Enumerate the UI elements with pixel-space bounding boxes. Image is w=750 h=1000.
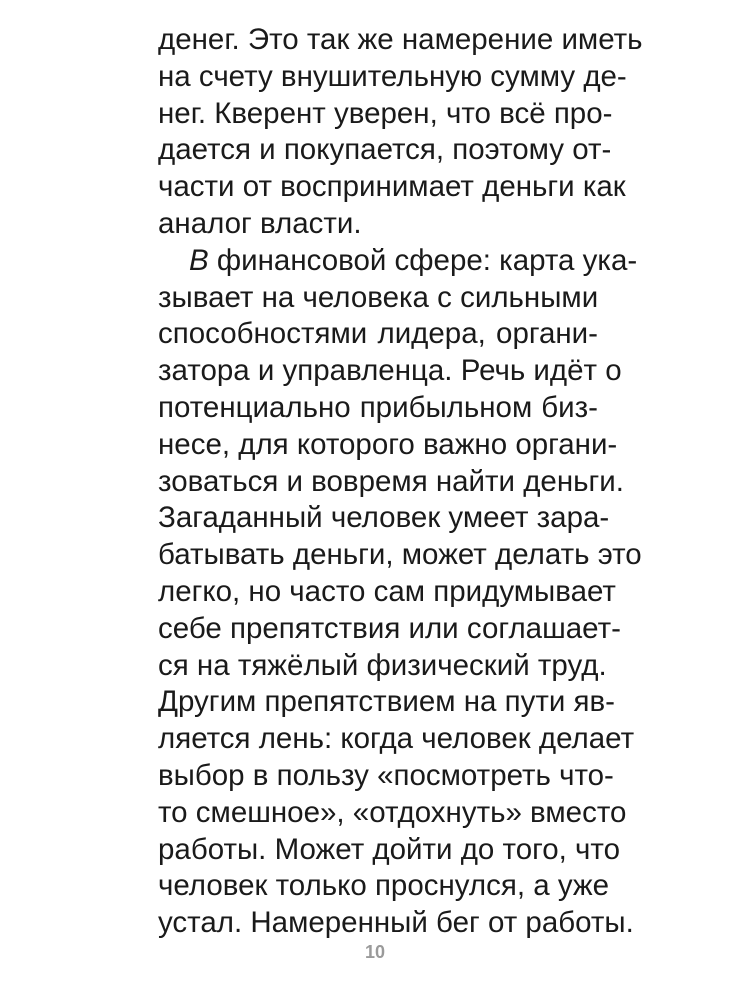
text-line: выбор в пользу «посмотреть что- [158, 758, 614, 792]
text-line: способностями лидера, органи- [158, 317, 598, 351]
text-line: нег. Кверент уверен, что всё про- [158, 96, 613, 130]
text-line: легко, но часто сам придумывает [158, 574, 616, 608]
text-line: то смешное», «отдохнуть» вместо [158, 795, 627, 829]
text-line: зывает на человека с сильными [158, 280, 599, 314]
text-line: ляется лень: когда человек делает [158, 722, 635, 756]
page-number: 10 [364, 942, 386, 962]
text-line: человек только проснулся, а уже [158, 869, 610, 903]
paragraph-start-text: финансовой сфере: карта ука- [216, 243, 638, 277]
text-line: Загаданный человек умеет зара- [158, 501, 610, 535]
text-line: части от воспринимает деньги как [158, 170, 626, 204]
text-line: дается и покупается, поэтому от- [158, 133, 612, 167]
text-line: денег. Это так же намерение иметь [158, 23, 643, 56]
paragraph-start-line [158, 243, 638, 280]
text-line: на счету внушительную сумму де- [158, 59, 627, 93]
text-line: потенциально прибыльном биз- [158, 390, 598, 424]
text-line: устал. Намеренный бег от работы. [158, 906, 634, 940]
text-line: батывать деньги, может делать это [158, 538, 642, 572]
text-line: аналог власти. [158, 206, 362, 240]
text-line: Другим препятствием на пути яв- [158, 685, 616, 719]
italic-lead: В [189, 243, 217, 277]
text-line: зоваться и вовремя найти деньги. [158, 464, 624, 498]
text-line: затора и управленца. Речь идёт о [158, 354, 622, 388]
text-line: работы. Может дойти до того, что [158, 832, 620, 866]
body-text [158, 22, 643, 942]
text-line: ся на тяжёлый физический труд. [158, 648, 607, 682]
text-line: себе препятствия или соглашает- [158, 611, 621, 645]
text-line: несе, для которого важно органи- [158, 427, 618, 461]
